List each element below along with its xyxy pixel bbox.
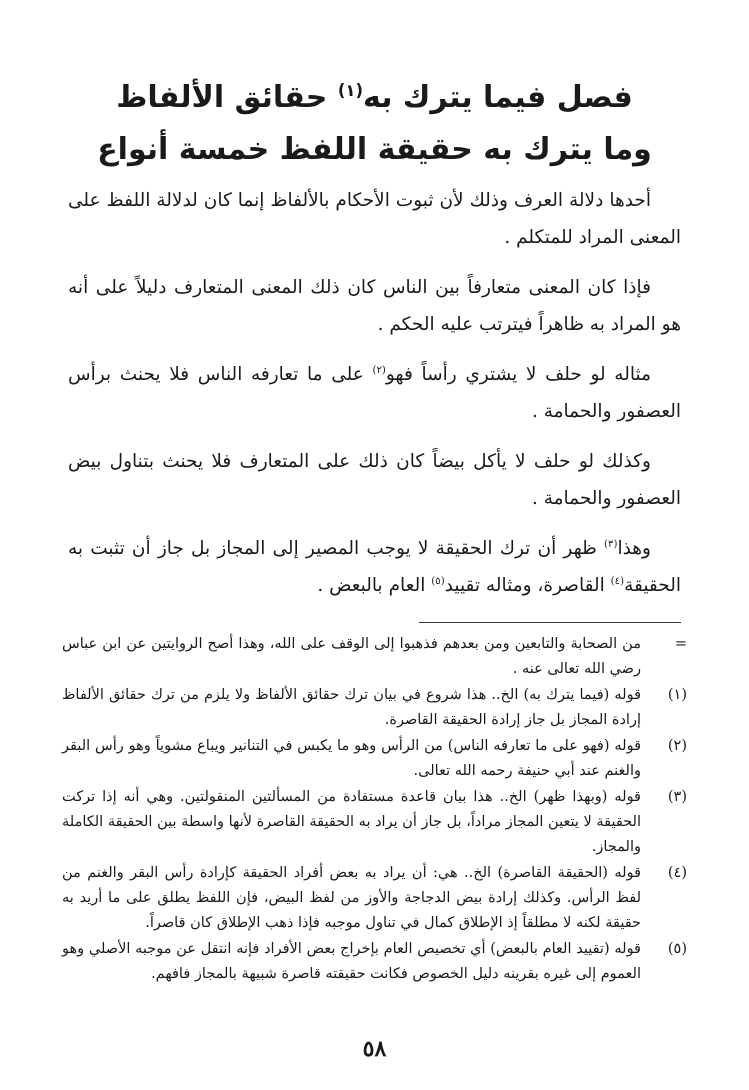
title-text-b: حقائق الألفاظ [116, 80, 338, 115]
paragraph-1: أحدها دلالة العرف وذلك لأن ثبوت الأحكام بالألفاظ إنما كان لدلالة اللفظ على المعنى المراد للمتكلم . [68, 190, 681, 248]
footnote-text: قوله (الحقيقة القاصرة) الخ.. هي: أن يراد به بعض أفراد الحقيقة كإرادة رأس البقر والغنم من لفظ الرأس. وكذلك إرادة بيض الدجاجة والأوز من لفظ البيض، فإن اللفظ يطلق على ما أريد به حقيقة لكنه لا مطلقاً إذ الإطلاق كمال في تناول موجبه فإذا ذهب الإطلاق كان قاصراً. [62, 865, 641, 931]
paragraph-5-text-d: العام بالبعض . [317, 575, 432, 596]
footnote-text: قوله (تقييد العام بالبعض) أي تخصيص العام بإخراج بعض الأفراد فإنه انتقل عن موجبه الأصلي وهو العموم إلى غيره بقرينه دليل الخصوص فكانت حقيقته قاصرة شبيهة بالمجاز فافهم. [62, 941, 641, 982]
footnote [62, 632, 687, 682]
footnote-ref-4: (٤) [610, 575, 625, 587]
footnote-number: (٥) [667, 941, 687, 957]
footnote-ref-5: (٥) [431, 575, 445, 587]
footnote-number: (٣) [667, 789, 687, 805]
footnote-number: (٤) [667, 865, 687, 881]
footnote [62, 785, 687, 860]
paragraph-3-text-a: مثاله لو حلف لا يشتري رأساً فهو [385, 364, 651, 385]
footnote-number: (٢) [667, 738, 687, 754]
footnote-ref-3: (٣) [604, 538, 618, 550]
footnote-text: قوله (فيما يترك به) الخ.. هذا شروع في بيان ترك حقائق الألفاظ ولا يلزم من ترك حقائق الألفاظ إرادة المجاز بل جاز إرادة الحقيقة القاصرة. [62, 687, 641, 728]
paragraph-5-text-a: وهذا [617, 538, 651, 559]
paragraph-5 [68, 530, 681, 604]
footnote-text: من الصحابة والتابعين ومن بعدهم فذهبوا إلى الوقف على الله، وهذا أصح الروايتين عن ابن عباس رضي الله تعالى عنه . [62, 636, 641, 677]
chapter-title-line-1 [60, 72, 689, 124]
footnote-text: قوله (فهو على ما تعارفه الناس) من الرأس وهو ما يكبس في التنانير ويباع مشوياً وهو رأس البقر والغنم عند أبي حنيفة رحمه الله تعالى. [62, 738, 641, 779]
paragraph-3-text-b: على ما تعارفه الناس فلا يحنث برأس العصفور والحمامة . [68, 364, 681, 422]
paragraph-5-text-b: ظهر أن ترك الحقيقة لا يوجب المصير إلى المجاز بل جاز أن تثبت به الحقيقة [68, 538, 681, 596]
page-number: ٥٨ [362, 1036, 387, 1062]
paragraph-3 [68, 356, 681, 430]
paragraph-2: فإذا كان المعنى متعارفاً بين الناس كان ذلك المعنى المتعارف دليلاً على أنه هو المراد به ظاهراً فيترتب عليه الحكم . [68, 277, 681, 335]
title-text-a: فصل فيما يترك به [363, 80, 633, 115]
footnote [62, 734, 687, 784]
footnotes [62, 632, 687, 988]
paragraph-5-text-c: القاصرة، ومثاله تقييد [444, 575, 611, 596]
chapter-title-line-2: وما يترك به حقيقة اللفظ خمسة أنواع [97, 132, 652, 167]
footnote-separator [419, 622, 681, 623]
footnote [62, 861, 687, 936]
footnote-number: = [674, 636, 687, 652]
footnote-ref-2: (٢) [372, 364, 386, 376]
title-footnote-ref: (١) [337, 81, 364, 100]
footnote-text: قوله (وبهذا ظهر) الخ.. هذا بيان قاعدة مستفادة من المسألتين المنقولتين. وهي أنه إذا تركت الحقيقة لا يتعين المجاز مراداً، بل جاز أن يراد به الحقيقة القاصرة لأنها واسطة بين الحقيقة الكاملة والمجاز. [62, 789, 641, 855]
footnote-number: (١) [667, 687, 687, 703]
footnote [62, 683, 687, 733]
main-text [68, 182, 681, 617]
footnote [62, 937, 687, 987]
paragraph-4: وكذلك لو حلف لا يأكل بيضاً كان ذلك على المتعارف فلا يحنث بتناول بيض العصفور والحمامة . [68, 451, 681, 509]
